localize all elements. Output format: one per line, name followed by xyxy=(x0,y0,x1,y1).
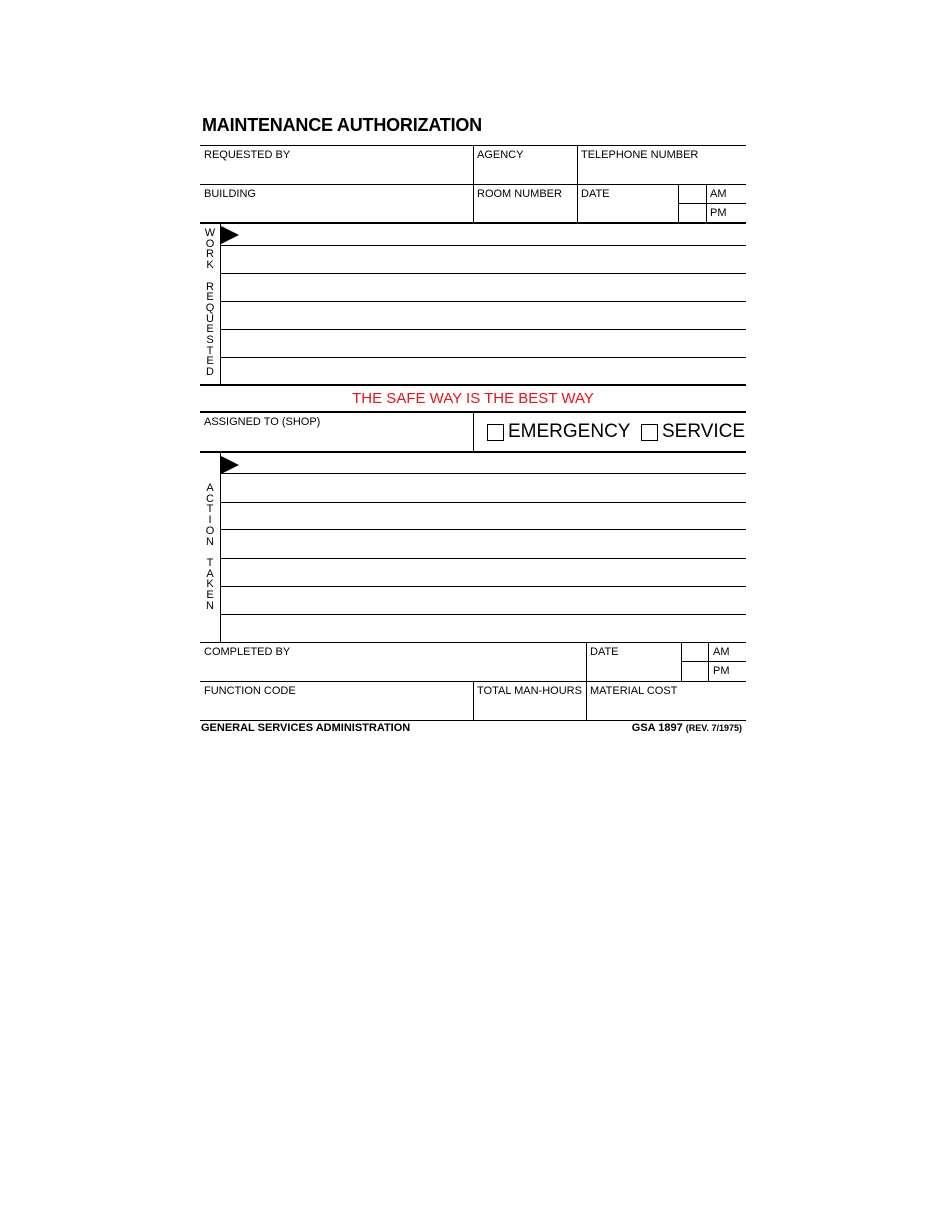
form-number: GSA 1897 xyxy=(631,722,683,734)
side-letter: S xyxy=(206,334,214,347)
form-revision: (REV. 7/1975) xyxy=(685,723,742,733)
side-letter: A xyxy=(206,567,214,580)
side-letter: O xyxy=(205,237,215,250)
agency-field[interactable] xyxy=(474,162,577,184)
side-letter: T xyxy=(206,556,214,569)
am-checkbox[interactable] xyxy=(679,185,706,203)
safety-slogan: THE SAFE WAY IS THE BEST WAY xyxy=(352,390,594,407)
thick-divider xyxy=(200,384,746,386)
side-letter: R xyxy=(206,280,214,293)
side-letter: K xyxy=(206,578,214,591)
side-letter-gap xyxy=(203,271,217,282)
side-letter: T xyxy=(206,344,214,357)
completion-pm-checkbox[interactable] xyxy=(682,662,708,680)
side-letter: W xyxy=(204,227,216,239)
telephone-number-label: TELEPHONE NUMBER xyxy=(581,149,699,161)
function-code-label: FUNCTION CODE xyxy=(204,685,296,697)
emergency-label: EMERGENCY xyxy=(508,421,631,442)
side-letter: D xyxy=(206,366,214,379)
side-letter: N xyxy=(206,599,214,612)
completion-date-field[interactable] xyxy=(587,659,681,681)
am-label: AM xyxy=(710,188,727,200)
building-label: BUILDING xyxy=(204,188,256,200)
side-letter: I xyxy=(208,514,212,527)
side-letter: T xyxy=(206,503,214,516)
telephone-number-field[interactable] xyxy=(578,162,746,184)
divider xyxy=(200,184,746,185)
building-field[interactable] xyxy=(200,201,473,221)
side-letter: E xyxy=(206,355,214,368)
pm-label: PM xyxy=(710,207,727,219)
side-letter: O xyxy=(205,524,215,537)
footer-agency: GENERAL SERVICES ADMINISTRATION xyxy=(201,722,411,734)
service-checkbox[interactable] xyxy=(641,424,658,441)
completion-pm-label: PM xyxy=(713,665,730,677)
material-cost-field[interactable] xyxy=(587,698,746,719)
completion-am-checkbox[interactable] xyxy=(682,643,708,661)
action-taken-side-label xyxy=(203,483,217,611)
divider xyxy=(473,413,474,452)
side-letter: E xyxy=(206,291,214,304)
assigned-to-field[interactable] xyxy=(200,430,473,451)
service-label: SERVICE xyxy=(662,421,746,442)
requested-by-field[interactable] xyxy=(200,162,473,184)
work-requested-side-label xyxy=(203,228,217,378)
completed-by-label: COMPLETED BY xyxy=(204,646,291,658)
completed-by-field[interactable] xyxy=(200,659,586,681)
divider xyxy=(200,642,746,643)
side-letter: E xyxy=(206,323,214,336)
material-cost-label: MATERIAL COST xyxy=(590,685,678,697)
work-requested-field[interactable] xyxy=(221,224,746,384)
room-number-field[interactable] xyxy=(474,201,577,221)
side-letter: Q xyxy=(205,301,215,314)
total-man-hours-field[interactable] xyxy=(474,698,586,719)
form-title: MAINTENANCE AUTHORIZATION xyxy=(202,115,482,135)
room-number-label: ROOM NUMBER xyxy=(477,188,562,200)
completion-am-label: AM xyxy=(713,646,730,658)
side-letter: U xyxy=(206,312,214,325)
agency-label: AGENCY xyxy=(477,149,524,161)
date-field[interactable] xyxy=(578,201,678,221)
side-letter: C xyxy=(206,492,214,505)
footer-form-id xyxy=(632,722,742,734)
action-taken-field[interactable] xyxy=(221,454,746,641)
emergency-checkbox[interactable] xyxy=(487,424,504,441)
side-letter: A xyxy=(206,482,214,494)
total-man-hours-label: TOTAL MAN-HOURS xyxy=(477,685,582,697)
date-label: DATE xyxy=(581,188,610,200)
divider xyxy=(200,720,746,721)
side-letter: E xyxy=(206,589,214,602)
requested-by-label: REQUESTED BY xyxy=(204,149,291,161)
side-letter: R xyxy=(206,248,214,261)
pm-checkbox[interactable] xyxy=(679,204,706,222)
function-code-field[interactable] xyxy=(200,698,473,719)
completion-date-label: DATE xyxy=(590,646,619,658)
assigned-to-label: ASSIGNED TO (SHOP) xyxy=(204,416,321,428)
thick-divider xyxy=(200,451,746,453)
side-letter: N xyxy=(206,535,214,548)
side-letter: K xyxy=(206,259,214,272)
